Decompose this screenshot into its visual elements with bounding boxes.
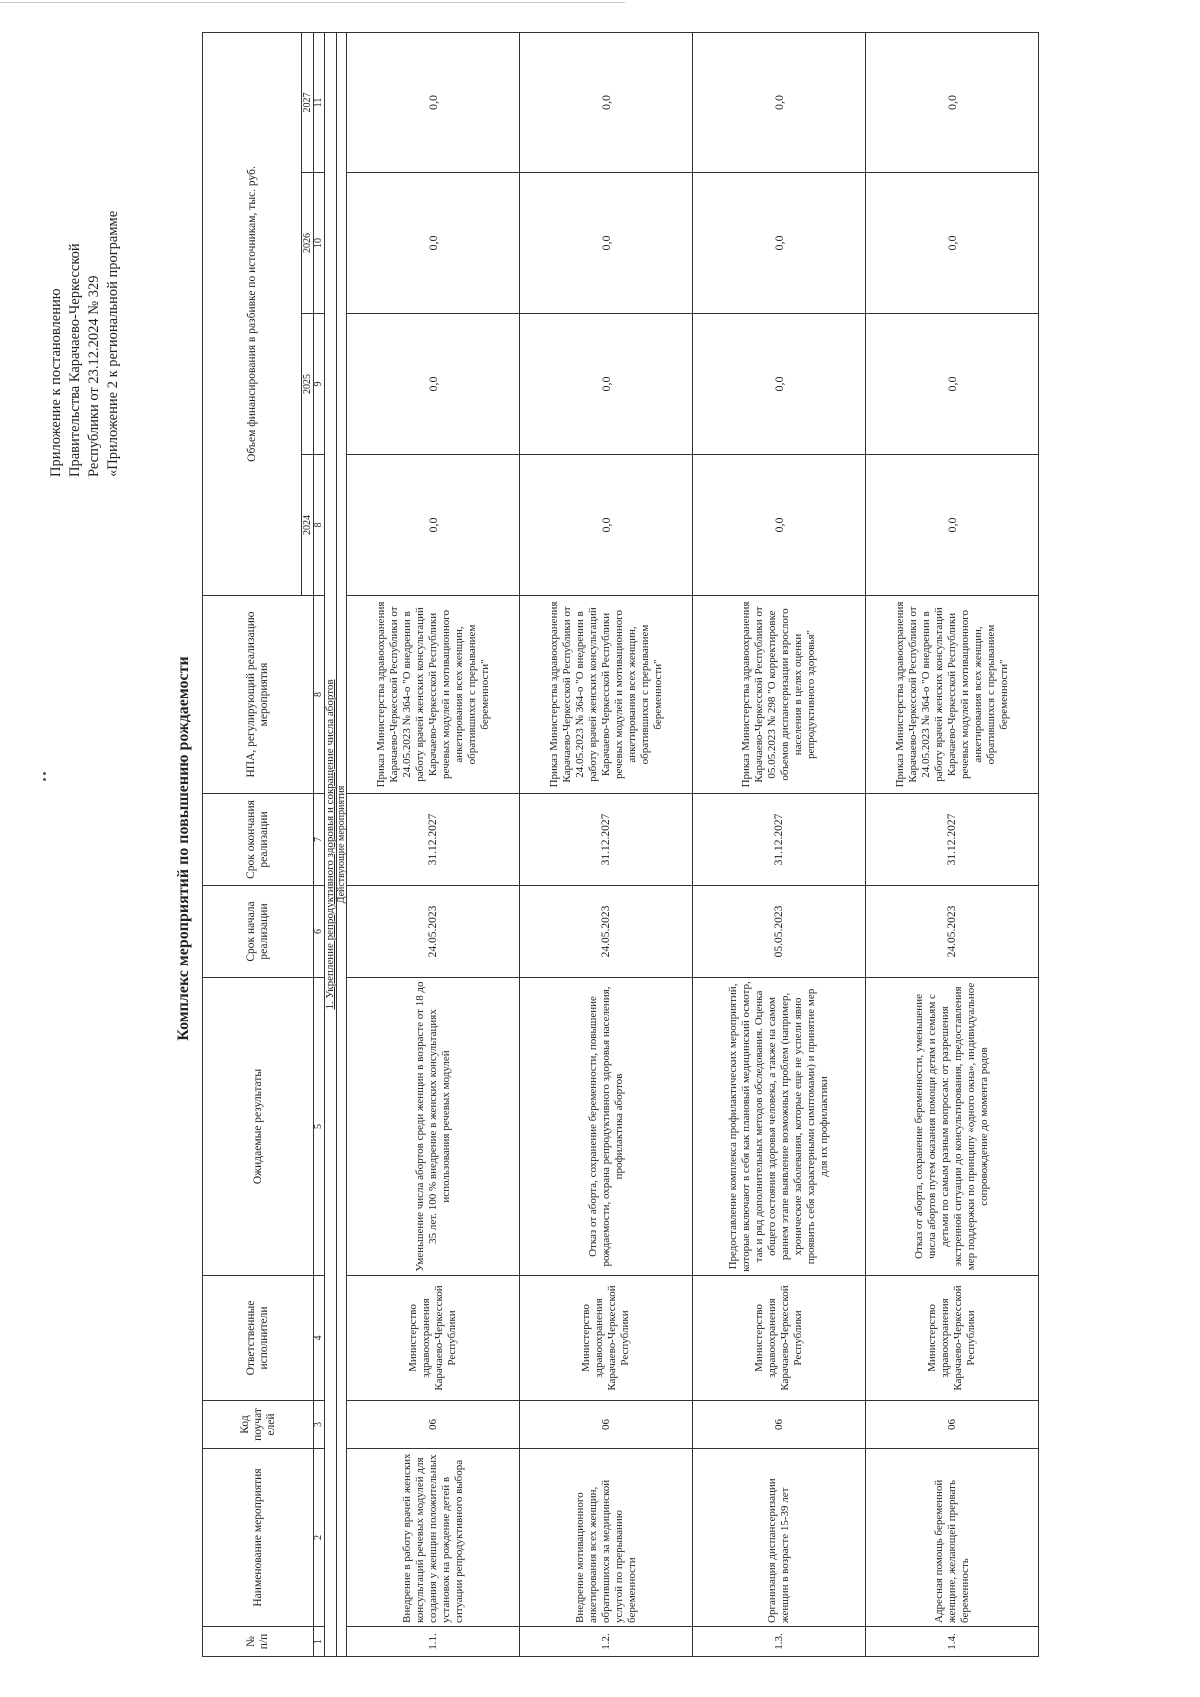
funding-2027: 0,0 (520, 32, 693, 172)
responsible-executor: Министерство здравоохранения Карачаево-Черкесской Республики (866, 1276, 1039, 1401)
funding-2027: 0,0 (866, 32, 1039, 172)
year-header: 2026 (302, 173, 314, 314)
col-header-name: Наименование мероприятия (203, 1449, 314, 1627)
col-header-num: № п/п (203, 1627, 314, 1657)
expected-results: Отказ от аборта, сохранение беременности, уменьшение числа абортов путем оказания помощи детям и семьям с детьми по самым разным вопросам: от разрешения экстренной ситуации до консультирования, предоставления мер поддержки по принципу «одного окна», индивидуальное сопровождение до момента родов (866, 978, 1039, 1276)
subsection-row (337, 32, 347, 1656)
table-row (693, 32, 866, 1656)
regulatory-act: Приказ Министерства здравоохранения Карачаево-Черкесской Республики от 24.05.2023 № 364-о "О внедрении в работу врачей женских консультаций Карачаево-Черкесской Республики речевых модулей и мотивационного анкетирования всех женщин, обратившихся с прерыванием беременности" (866, 596, 1039, 794)
funding-2025: 0,0 (866, 314, 1039, 455)
column-number: 8 (314, 455, 325, 596)
year-header: 2027 (302, 32, 314, 172)
expected-results: Отказ от аборта, сохранение беременности, повышение рождаемости, охрана репродуктивного здоровья населения, профилактика абортов (520, 978, 693, 1276)
table-row (347, 32, 520, 1656)
regulatory-act: Приказ Министерства здравоохранения Карачаево-Черкесской Республики от 05.05.2023 № 298 "О корректировке объемов диспансеризации взрослого населения в целях оценки репродуктивного здоровья" (693, 596, 866, 794)
section-title: 1. Укрепление репродуктивного здоровья и сокращение числа абортов (325, 32, 337, 1656)
start-date: 24.05.2023 (520, 886, 693, 978)
funding-2025: 0,0 (520, 314, 693, 455)
funding-2027: 0,0 (347, 32, 520, 172)
subsection-title: Действующие мероприятия (337, 32, 347, 1656)
col-header-responsible: Ответственные исполнители (203, 1276, 314, 1401)
participant-code: 06 (347, 1401, 520, 1449)
funding-2024: 0,0 (693, 455, 866, 596)
column-number: 4 (314, 1276, 325, 1401)
start-date: 24.05.2023 (866, 886, 1039, 978)
section-row (325, 32, 337, 1656)
column-number: 1 (314, 1627, 325, 1657)
year-header: 2025 (302, 314, 314, 455)
responsible-executor: Министерство здравоохранения Карачаево-Черкесской Республики (347, 1276, 520, 1401)
funding-2025: 0,0 (693, 314, 866, 455)
column-number: 5 (314, 978, 325, 1276)
funding-2027: 0,0 (693, 32, 866, 172)
column-number: 3 (314, 1401, 325, 1449)
col-header-npa: НПА, регулирующий реализацию мероприятия (203, 596, 314, 794)
responsible-executor: Министерство здравоохранения Карачаево-Черкесской Республики (520, 1276, 693, 1401)
col-header-end: Срок окончания реализации (203, 794, 314, 886)
funding-2026: 0,0 (866, 173, 1039, 314)
start-date: 24.05.2023 (347, 886, 520, 978)
regulatory-act: Приказ Министерства здравоохранения Карачаево-Черкесской Республики от 24.05.2023 № 364-о "О внедрении в работу врачей женских консультаций Карачаево-Черкесской Республики речевых модулей и мотивационного анкетирования всех женщин, обратившихся с прерыванием беременности" (347, 596, 520, 794)
participant-code: 06 (866, 1401, 1039, 1449)
start-date: 05.05.2023 (693, 886, 866, 978)
funding-2026: 0,0 (693, 173, 866, 314)
table-row (866, 32, 1039, 1656)
row-number: 1.4. (866, 1627, 1039, 1657)
table-row (520, 32, 693, 1656)
column-number: 11 (314, 32, 325, 172)
column-number: 9 (314, 314, 325, 455)
end-date: 31.12.2027 (347, 794, 520, 886)
measures-table-wrapper (202, 33, 1040, 1657)
participant-code: 06 (520, 1401, 693, 1449)
header-line: «Приложение 2 к региональной программе (105, 210, 121, 477)
column-numbers-row (314, 32, 325, 1656)
funding-2026: 0,0 (347, 173, 520, 314)
col-header-results: Ожидаемые результаты (203, 978, 314, 1276)
funding-2024: 0,0 (520, 455, 693, 596)
measure-name: Внедрение мотивационного анкетирования всех женщин, обратившихся за медицинской услугой по прерыванию беременности (520, 1449, 693, 1627)
header-line: Правительства Карачаево-Черкесской (67, 243, 83, 477)
col-header-code: Код поучат елей (203, 1401, 314, 1449)
header-line: Республики от 23.12.2024 № 329 (86, 275, 102, 477)
funding-2026: 0,0 (520, 173, 693, 314)
row-number: 1.1. (347, 1627, 520, 1657)
measure-name: Адресная помощь беременной женщине, желающей прервать беременность (866, 1449, 1039, 1627)
expected-results: Уменьшение числа абортов среди женщин в возрасте от 18 до 35 лет. 100 % внедрение в женских консультациях использования речевых модулей (347, 978, 520, 1276)
responsible-executor: Министерство здравоохранения Карачаево-Черкесской Республики (693, 1276, 866, 1401)
row-number: 1.2. (520, 1627, 693, 1657)
header-line: Приложение к постановлению (48, 288, 64, 477)
end-date: 31.12.2027 (866, 794, 1039, 886)
column-number: 6 (314, 886, 325, 978)
row-number: 1.3. (693, 1627, 866, 1657)
funding-2025: 0,0 (347, 314, 520, 455)
column-number: 10 (314, 173, 325, 314)
measure-name: Организация диспансеризации женщин в возрасте 15-39 лет (693, 1449, 866, 1627)
end-date: 31.12.2027 (520, 794, 693, 886)
col-header-start: Срок начала реализации (203, 886, 314, 978)
participant-code: 06 (693, 1401, 866, 1449)
funding-2024: 0,0 (866, 455, 1039, 596)
funding-2024: 0,0 (347, 455, 520, 596)
end-date: 31.12.2027 (693, 794, 866, 886)
column-number: 7 (314, 794, 325, 886)
column-number: 8 (314, 596, 325, 794)
expected-results: Предоставление комплекса профилактических мероприятий, которые включают в себя как плановый медицинский осмотр, так и ряд дополнительных методов обследования. Оценка общего состояния здоровья человека, а также на самом раннем этапе выявление возможных проблем (например, хронические заболевания, которые еще не успели явно проявить себя характерными симптомами) и принятие мер для их профилактики (693, 978, 866, 1276)
year-header: 2024 (302, 455, 314, 596)
regulatory-act: Приказ Министерства здравоохранения Карачаево-Черкесской Республики от 24.05.2023 № 364-о "О внедрении в работу врачей женских консультаций Карачаево-Черкесской Республики речевых модулей и мотивационного анкетирования всех женщин, обратившихся с прерыванием беременности" (520, 596, 693, 794)
column-number: 2 (314, 1449, 325, 1627)
measure-name: Внедрение в работу врачей женских консультаций речевых модулей для создания у женщин положительных установок на рождение детей в ситуации репродуктивного выбора (347, 1449, 520, 1627)
col-header-funding: Объем финансирования в разбивке по источникам, тыс. руб. (203, 32, 302, 595)
document-title: Комплекс мероприятий по повышению рождаемости (175, 656, 192, 1041)
document-header (47, 17, 123, 477)
header-row (203, 32, 302, 1656)
measures-table (202, 32, 1039, 1657)
